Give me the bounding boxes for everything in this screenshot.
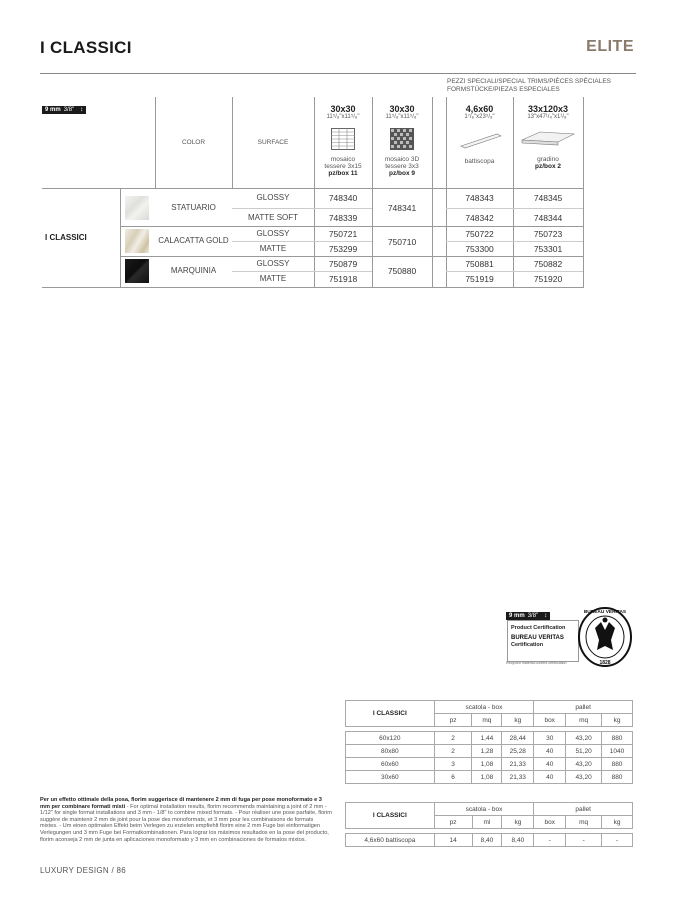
pack2-label: I CLASSICI — [346, 803, 435, 829]
format-2-size: 30x30 — [389, 104, 415, 114]
format-1-desc: mosaico — [330, 156, 356, 163]
seal-top-text: BUREAU VERITAS — [583, 610, 627, 615]
pack2-sub: pz — [434, 816, 472, 829]
pack1-cell: 28,44 — [502, 732, 534, 745]
surface-matte: MATTE — [259, 274, 287, 283]
pack1-cell: 43,20 — [566, 771, 602, 784]
bureau-veritas-seal-icon — [577, 606, 633, 668]
code-cell: 750880 — [387, 266, 417, 276]
pack1-cell: 40 — [534, 745, 566, 758]
code-cell: 753299 — [328, 244, 358, 254]
table-row — [346, 745, 633, 758]
special-trims-label — [447, 78, 611, 94]
mosaic-3d-icon — [390, 128, 414, 150]
pack2-sub: box — [534, 816, 566, 829]
cert-line-3: Certification — [511, 642, 544, 648]
page-title: I CLASSICI — [40, 38, 132, 57]
statuario-swatch — [125, 196, 149, 220]
format-2-inches: 11⁵/₈"x11⁵/₈" — [385, 114, 419, 120]
code-cell: 753300 — [465, 244, 494, 254]
pack2-cell: 8,40 — [472, 834, 502, 847]
pack2-box-header: scatola - box — [434, 803, 534, 816]
format-header-4 — [513, 104, 583, 170]
pack1-cell: 1,28 — [472, 745, 502, 758]
pack1-cell: 21,33 — [502, 758, 534, 771]
color-calacatta-gold: CALACATTA GOLD — [158, 236, 229, 245]
pack2-cell: - — [602, 834, 633, 847]
pack1-cell: 2 — [434, 732, 472, 745]
pack1-cell: 880 — [602, 732, 633, 745]
pack1-cell: 880 — [602, 771, 633, 784]
cert-box — [507, 620, 579, 662]
code-cell: 751918 — [328, 274, 358, 284]
surface-matte: MATTE — [259, 244, 287, 253]
pack1-cell: 25,28 — [502, 745, 534, 758]
code-cell: 750710 — [387, 237, 417, 247]
pack1-sub: kg — [602, 714, 633, 727]
thickness-mm: 9 mm — [45, 107, 61, 113]
table-row — [346, 758, 633, 771]
cert-line-4: Recycled material content certification — [506, 661, 567, 665]
pack1-cell: 3 — [434, 758, 472, 771]
code-cell: 750722 — [465, 229, 494, 239]
table-row — [346, 732, 633, 745]
trims-label-line-1: PEZZI SPECIALI/SPECIAL TRIMS/PIÈCES SPÉCIALES — [447, 78, 611, 85]
code-cell: 751920 — [533, 274, 563, 284]
thickness-badge — [42, 98, 86, 116]
page-footer: LUXURY DESIGN / 86 — [40, 866, 127, 875]
pack1-sub: pz — [434, 714, 472, 727]
format-3-inches: 1⁷/₈"x23⁵/₈" — [464, 114, 495, 120]
marquinia-swatch — [125, 259, 149, 283]
pack1-cell: 880 — [602, 758, 633, 771]
format-1-desc2: tessere 3x15 — [324, 163, 362, 170]
brand-name: ELITE — [586, 38, 634, 55]
pack2-sub: kg — [502, 816, 534, 829]
pack2-cell: 8,40 — [502, 834, 534, 847]
format-1-size: 30x30 — [330, 104, 356, 114]
thickness-arrow-icon: ↕ — [80, 107, 84, 113]
surface-glossy: GLOSSY — [256, 229, 290, 238]
pack1-cell: 40 — [534, 758, 566, 771]
skirting-icon — [455, 128, 505, 150]
format-2-pcs: pz/box 9 — [388, 170, 415, 177]
installation-note-text: - For optimal installation results, florim recommends maintaining a joint of 2 mm - 1/12" for single format installations and 3 mm - 1/8" to combine mixed formats. - Pour réaliser une pose parfaite, florim suggère de maintenir 2 mm de joint pour la pose des monoformats, et 3 mm pour les combinaisons de formats mixtes. - Um einen optimalen Effekt beim Verlegen zu erzielen empfiehlt florim eine 2 mm Fuge bei einformatigen Verlegungen und 3 mm Fuge bei Formatkombinationen. Para lograr los máximos resultados en la pose del producto, florim aconseja 2 mm de junta en aplicaciones monoformato y 3 mm en combinaciones de formatos mixtos. — [40, 803, 332, 843]
pack1-cell: 60x120 — [346, 732, 435, 745]
table-row — [346, 771, 633, 784]
pack2-pallet-header: pallet — [534, 803, 633, 816]
calacatta-gold-swatch — [125, 229, 149, 253]
format-1-pcs: pz/box 11 — [328, 170, 358, 177]
code-cell: 748339 — [328, 213, 358, 223]
pack1-cell: 6 — [434, 771, 472, 784]
format-header-2 — [372, 104, 432, 177]
pack1-sub: mq — [566, 714, 602, 727]
packaging-table-trims — [345, 802, 633, 847]
installation-note — [40, 797, 332, 843]
pack1-sub: kg — [502, 714, 534, 727]
pack1-cell: 1,08 — [472, 771, 502, 784]
code-cell: 750882 — [533, 259, 563, 269]
code-cell: 750721 — [328, 229, 358, 239]
group-label: I CLASSICI — [45, 233, 87, 242]
format-3-desc: battiscopa — [464, 158, 495, 165]
pack2-cell: 4,6x60 battiscopa — [346, 834, 435, 847]
mosaic-3x15-icon — [331, 128, 355, 150]
format-4-inches: 13"x47¹/₄"x1¹/₈" — [527, 114, 569, 120]
pack1-box-header: scatola - box — [434, 701, 534, 714]
format-header-3 — [446, 104, 513, 165]
pack1-cell: 51,20 — [566, 745, 602, 758]
pack1-cell: 1,44 — [472, 732, 502, 745]
cert-line-1: Product Certification — [511, 625, 566, 631]
certification-block — [505, 604, 633, 668]
code-cell: 748342 — [465, 213, 494, 223]
code-cell: 751919 — [465, 274, 494, 284]
code-cell: 748340 — [328, 193, 358, 203]
pack1-cell: 80x80 — [346, 745, 435, 758]
color-marquinia: MARQUINIA — [170, 266, 217, 275]
pack1-cell: 40 — [534, 771, 566, 784]
code-cell: 748345 — [533, 193, 563, 203]
pack2-sub: ml — [472, 816, 502, 829]
header-rule — [40, 73, 636, 74]
column-color: COLOR — [181, 139, 206, 146]
format-3-size: 4,6x60 — [465, 104, 494, 114]
pack1-sub: box — [534, 714, 566, 727]
format-4-pcs: pz/box 2 — [534, 163, 561, 170]
pack1-label: I CLASSICI — [346, 701, 435, 727]
step-icon — [518, 128, 578, 150]
pack1-cell: 30x60 — [346, 771, 435, 784]
code-cell: 750881 — [465, 259, 494, 269]
seal-year: 1828 — [599, 660, 611, 666]
format-1-inches: 11⁵/₈"x11⁵/₈" — [326, 114, 360, 120]
code-cell: 750879 — [328, 259, 358, 269]
pack2-cell: 14 — [434, 834, 472, 847]
column-surface: SURFACE — [257, 139, 289, 146]
pack2-sub: mq — [566, 816, 602, 829]
cert-badge-mm: 9 mm — [509, 613, 525, 619]
code-cell: 748341 — [387, 203, 417, 213]
table-row — [346, 834, 633, 847]
pack1-sub: mq — [472, 714, 502, 727]
pack1-cell: 43,20 — [566, 732, 602, 745]
pack1-cell: 1040 — [602, 745, 633, 758]
surface-glossy: GLOSSY — [256, 193, 290, 202]
format-2-desc: mosaico 3D — [384, 156, 420, 163]
format-2-desc2: tessere 3x3 — [385, 163, 419, 170]
format-4-size: 33x120x3 — [527, 104, 569, 114]
cert-badge-in: 3/8" — [527, 613, 539, 619]
code-cell: 748344 — [533, 213, 563, 223]
pack2-cell: - — [566, 834, 602, 847]
pack1-cell: 21,33 — [502, 771, 534, 784]
cert-line-2: BUREAU VERITAS — [511, 635, 564, 641]
packaging-table-tiles — [345, 700, 633, 784]
pack1-cell: 2 — [434, 745, 472, 758]
code-cell: 748343 — [465, 193, 494, 203]
pack1-cell: 1,08 — [472, 758, 502, 771]
pack2-cell: - — [534, 834, 566, 847]
surface-matte-soft: MATTE SOFT — [247, 213, 299, 222]
surface-glossy: GLOSSY — [256, 259, 290, 268]
pack1-cell: 30 — [534, 732, 566, 745]
trims-label-line-2: FORMSTÜCKE/PIEZAS ESPECIALES — [447, 86, 560, 93]
installation-note-bold: Per un effetto ottimale della posa, florim suggerisce di mantenere 2 mm di fuga per pose monoformato e 3 mm per combinare formati misti — [40, 797, 322, 810]
format-4-desc: gradino — [537, 156, 559, 163]
pack2-sub: kg — [602, 816, 633, 829]
color-statuario: STATUARIO — [171, 203, 216, 212]
cert-arrow-icon: ↕ — [544, 613, 548, 619]
code-cell: 750723 — [533, 229, 563, 239]
thickness-inch: 3/8" — [63, 107, 75, 113]
pack1-cell: 43,20 — [566, 758, 602, 771]
code-cell: 753301 — [533, 244, 563, 254]
format-header-1 — [314, 104, 372, 177]
pack1-pallet-header: pallet — [534, 701, 633, 714]
pack1-cell: 60x60 — [346, 758, 435, 771]
